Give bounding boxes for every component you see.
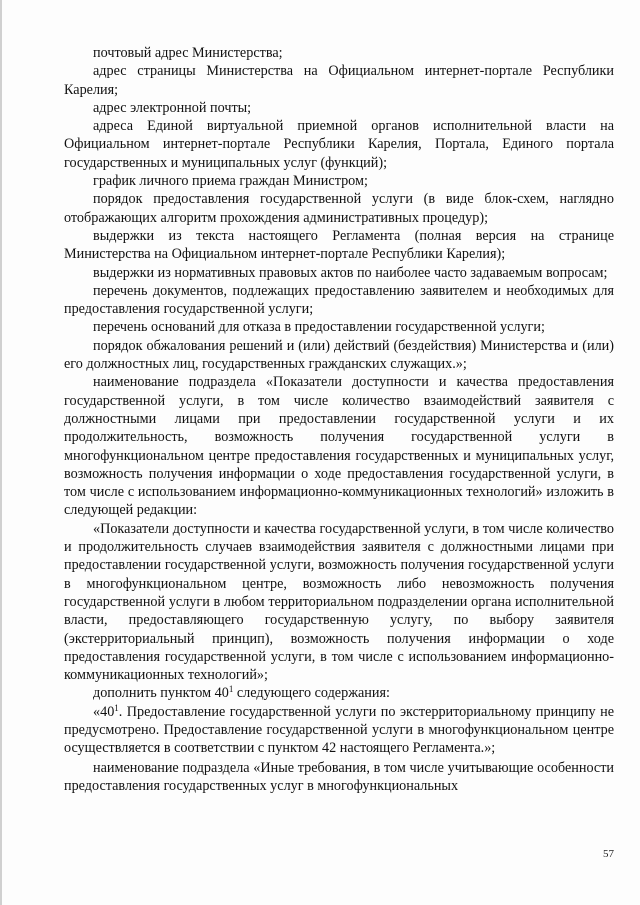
superscript-mark: 1 xyxy=(228,684,234,695)
paragraph-refusal-grounds: перечень оснований для отказа в предоставлении государственной услуги; xyxy=(93,319,545,336)
superscript-mark: 1 xyxy=(114,702,119,713)
clause-text: . Предоставление государственной услуги по экстерриториальному принципу не предусмотрено. Предоставление государственной услуги в многофункциональном центре осуществляется в соответствии с пунктом 42 настоящего Регламента.»; xyxy=(64,703,614,757)
paragraph-subsection-title-amendment: наименование подраздела «Показатели доступности и качества предоставления государственной услуги, в том числе количество взаимодействий заявителя с должностными лицами при предоставлении государственной услуги и их продолжительность, возможность получения государственной услуги в многофункциональном центре предоставления государственных и муниципальных услуг, возможность получения информации о ходе предоставления государственной услуги, в том числе с использованием информационно-коммуникационных технологий» изложить в следующей редакции: xyxy=(64,374,614,519)
paragraph-regulation-extracts: выдержки из текста настоящего Регламента (полная версия на странице Министерства на Официальном интернет-портале Республики Карелия); xyxy=(64,227,614,263)
paragraph-documents-list: перечень документов, подлежащих предоставлению заявителем и необходимых для предоставления государственной услуги; xyxy=(64,282,614,318)
paragraph-new-subsection-title: «Показатели доступности и качества государственной услуги, в том числе количество и продолжительность случаев взаимодействия заявителя с должностными лицами при предоставлении государственной услуги, возможность получения государственной услуги в многофункциональном центре, возможность либо невозможность получения государственной услуги в любом территориальном подразделении органа исполнительной власти, предоставляющего государственную услугу, по выбору заявителя (экстерриториальный принцип), возможность получения информации о ходе предоставления государственной услуги, в том числе с использованием информационно-коммуникационных технологий»; xyxy=(64,520,614,684)
clause-number: «40 xyxy=(93,703,115,720)
document-body xyxy=(64,44,614,795)
paragraph-other-requirements: наименование подраздела «Иные требования, в том числе учитывающие особенности предоставления государственных услуг в многофункциональных xyxy=(64,759,614,794)
paragraph-add-clause-tail: следующего содержания: xyxy=(233,685,390,702)
paragraph-clause-40-1 xyxy=(64,703,614,758)
paragraph-reception-schedule: график личного приема граждан Министром; xyxy=(93,173,368,190)
paragraph-add-clause xyxy=(64,684,614,702)
paragraph-ministry-page-address: адрес страницы Министерства на Официальном интернет-портале Республики Карелия; xyxy=(64,63,614,98)
paragraph-appeal-procedure: порядок обжалования решений и (или) действий (бездействия) Министерства и (или) его должностных лиц, государственных гражданских служащих.»; xyxy=(64,337,614,373)
page-left-edge xyxy=(0,0,2,905)
paragraph-service-procedure: порядок предоставления государственной услуги (в виде блок-схем, наглядно отображающих алгоритм прохождения административных процедур); xyxy=(64,191,614,226)
paragraph-legal-acts-extracts: выдержки из нормативных правовых актов по наиболее часто задаваемым вопросам; xyxy=(93,264,608,281)
page-number: 57 xyxy=(603,848,614,860)
paragraph-email-address: адрес электронной почты; xyxy=(93,99,252,116)
paragraph-add-clause-text: дополнить пунктом 40 xyxy=(93,685,229,702)
paragraph-postal-address: почтовый адрес Министерства; xyxy=(93,45,283,61)
paragraph-virtual-reception-address: адреса Единой виртуальной приемной органов исполнительной власти на Официальном интернет-портале Республики Карелия, Портала, Единого портала государственных и муниципальных услуг (функций); xyxy=(64,118,614,171)
